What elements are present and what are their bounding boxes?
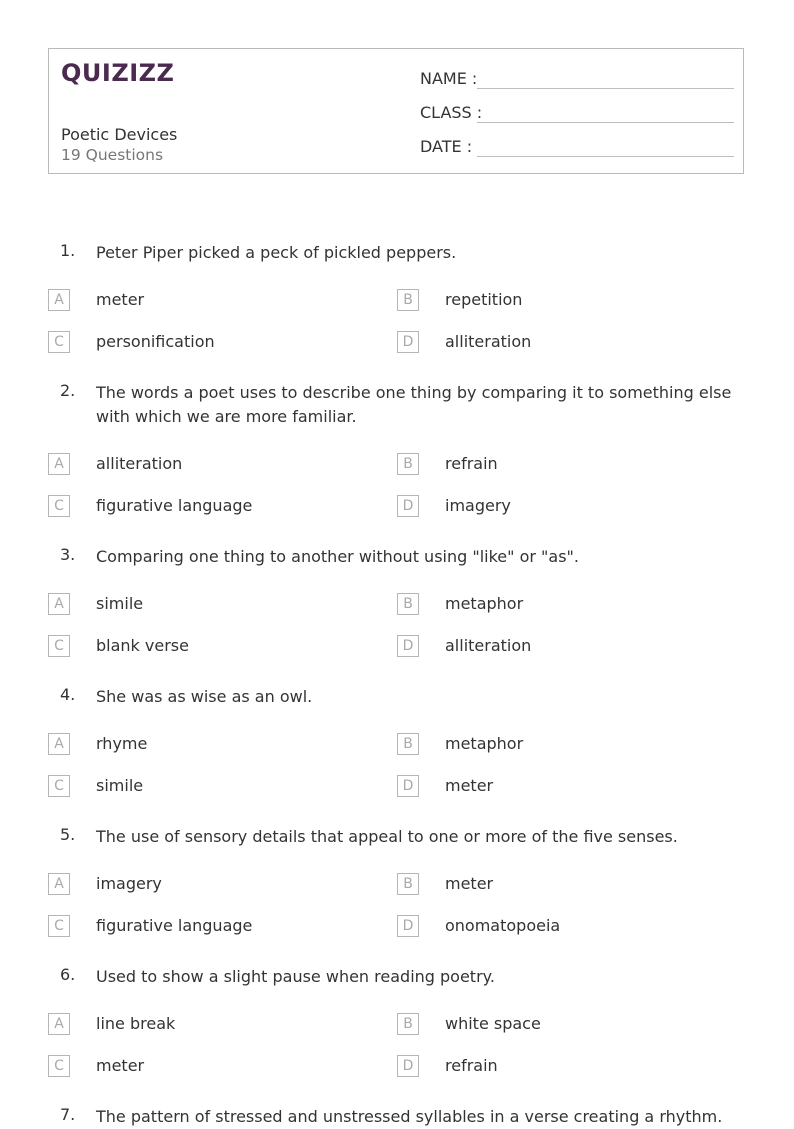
option-letter-box: A <box>48 289 70 311</box>
quizizz-logo: QUIZIZZ <box>61 59 175 87</box>
option-text: refrain <box>445 454 498 473</box>
option-letter-box: A <box>48 453 70 475</box>
option-letter-box: B <box>397 733 419 755</box>
option-text: personification <box>96 332 215 351</box>
option-letter-box: B <box>397 453 419 475</box>
question-text: Peter Piper picked a peck of pickled peppers. <box>96 243 457 262</box>
option-text: simile <box>96 594 144 613</box>
option-letter-box: D <box>397 775 419 797</box>
option-text: blank verse <box>96 636 189 655</box>
question-text: The use of sensory details that appeal to one or more of the five senses. <box>96 827 678 846</box>
option-letter-box: A <box>48 733 70 755</box>
option-letter-box: C <box>48 775 70 797</box>
question-number: 3. <box>60 545 76 564</box>
option-text: simile <box>96 776 144 795</box>
date-label: DATE : <box>420 137 473 156</box>
date-line <box>477 156 734 157</box>
option-letter-box: C <box>48 915 70 937</box>
option-text: white space <box>445 1014 541 1033</box>
option-letter-box: D <box>397 1055 419 1077</box>
date-field <box>420 137 734 159</box>
class-label: CLASS : <box>420 103 483 122</box>
question-text: She was as wise as an owl. <box>96 687 313 706</box>
option-text: meter <box>96 1056 145 1075</box>
option-text: figurative language <box>96 916 253 935</box>
option-text: meter <box>445 874 494 893</box>
question-count: 19 Questions <box>61 146 164 164</box>
option-text: line break <box>96 1014 176 1033</box>
option-text: meter <box>96 290 145 309</box>
option-letter-box: D <box>397 495 419 517</box>
worksheet-title: Poetic Devices <box>61 125 178 144</box>
option-text: alliteration <box>445 636 532 655</box>
option-letter-box: B <box>397 593 419 615</box>
option-text: repetition <box>445 290 523 309</box>
name-field <box>420 69 734 91</box>
option-text: metaphor <box>445 734 524 753</box>
question-text: Used to show a slight pause when reading poetry. <box>96 967 495 986</box>
option-text: figurative language <box>96 496 253 515</box>
option-letter-box: A <box>48 1013 70 1035</box>
question-text: Comparing one thing to another without using "like" or "as". <box>96 547 579 566</box>
question-number: 5. <box>60 825 76 844</box>
option-letter-box: D <box>397 331 419 353</box>
option-letter-box: B <box>397 289 419 311</box>
option-letter-box: C <box>48 1055 70 1077</box>
question-text: The words a poet uses to describe one thing by comparing it to something else with which we are more familiar. <box>96 383 732 426</box>
question-text: The pattern of stressed and unstressed syllables in a verse creating a rhythm. <box>96 1107 723 1126</box>
option-letter-box: A <box>48 873 70 895</box>
option-text: metaphor <box>445 594 524 613</box>
name-label: NAME : <box>420 69 478 88</box>
option-letter-box: D <box>397 915 419 937</box>
option-letter-box: D <box>397 635 419 657</box>
option-letter-box: B <box>397 873 419 895</box>
class-field <box>420 103 734 125</box>
option-letter-box: C <box>48 331 70 353</box>
question-number: 1. <box>60 241 76 260</box>
option-letter-box: A <box>48 593 70 615</box>
option-text: refrain <box>445 1056 498 1075</box>
option-letter-box: C <box>48 635 70 657</box>
worksheet-header <box>48 48 744 174</box>
question-number: 7. <box>60 1105 76 1124</box>
option-letter-box: C <box>48 495 70 517</box>
question-number: 6. <box>60 965 76 984</box>
option-text: onomatopoeia <box>445 916 561 935</box>
option-text: imagery <box>445 496 511 515</box>
question-number: 2. <box>60 381 76 400</box>
name-line <box>477 88 734 89</box>
option-text: meter <box>445 776 494 795</box>
option-text: alliteration <box>445 332 532 351</box>
option-letter-box: B <box>397 1013 419 1035</box>
option-text: imagery <box>96 874 162 893</box>
class-line <box>477 122 734 123</box>
option-text: alliteration <box>96 454 183 473</box>
option-text: rhyme <box>96 734 148 753</box>
question-number: 4. <box>60 685 76 704</box>
